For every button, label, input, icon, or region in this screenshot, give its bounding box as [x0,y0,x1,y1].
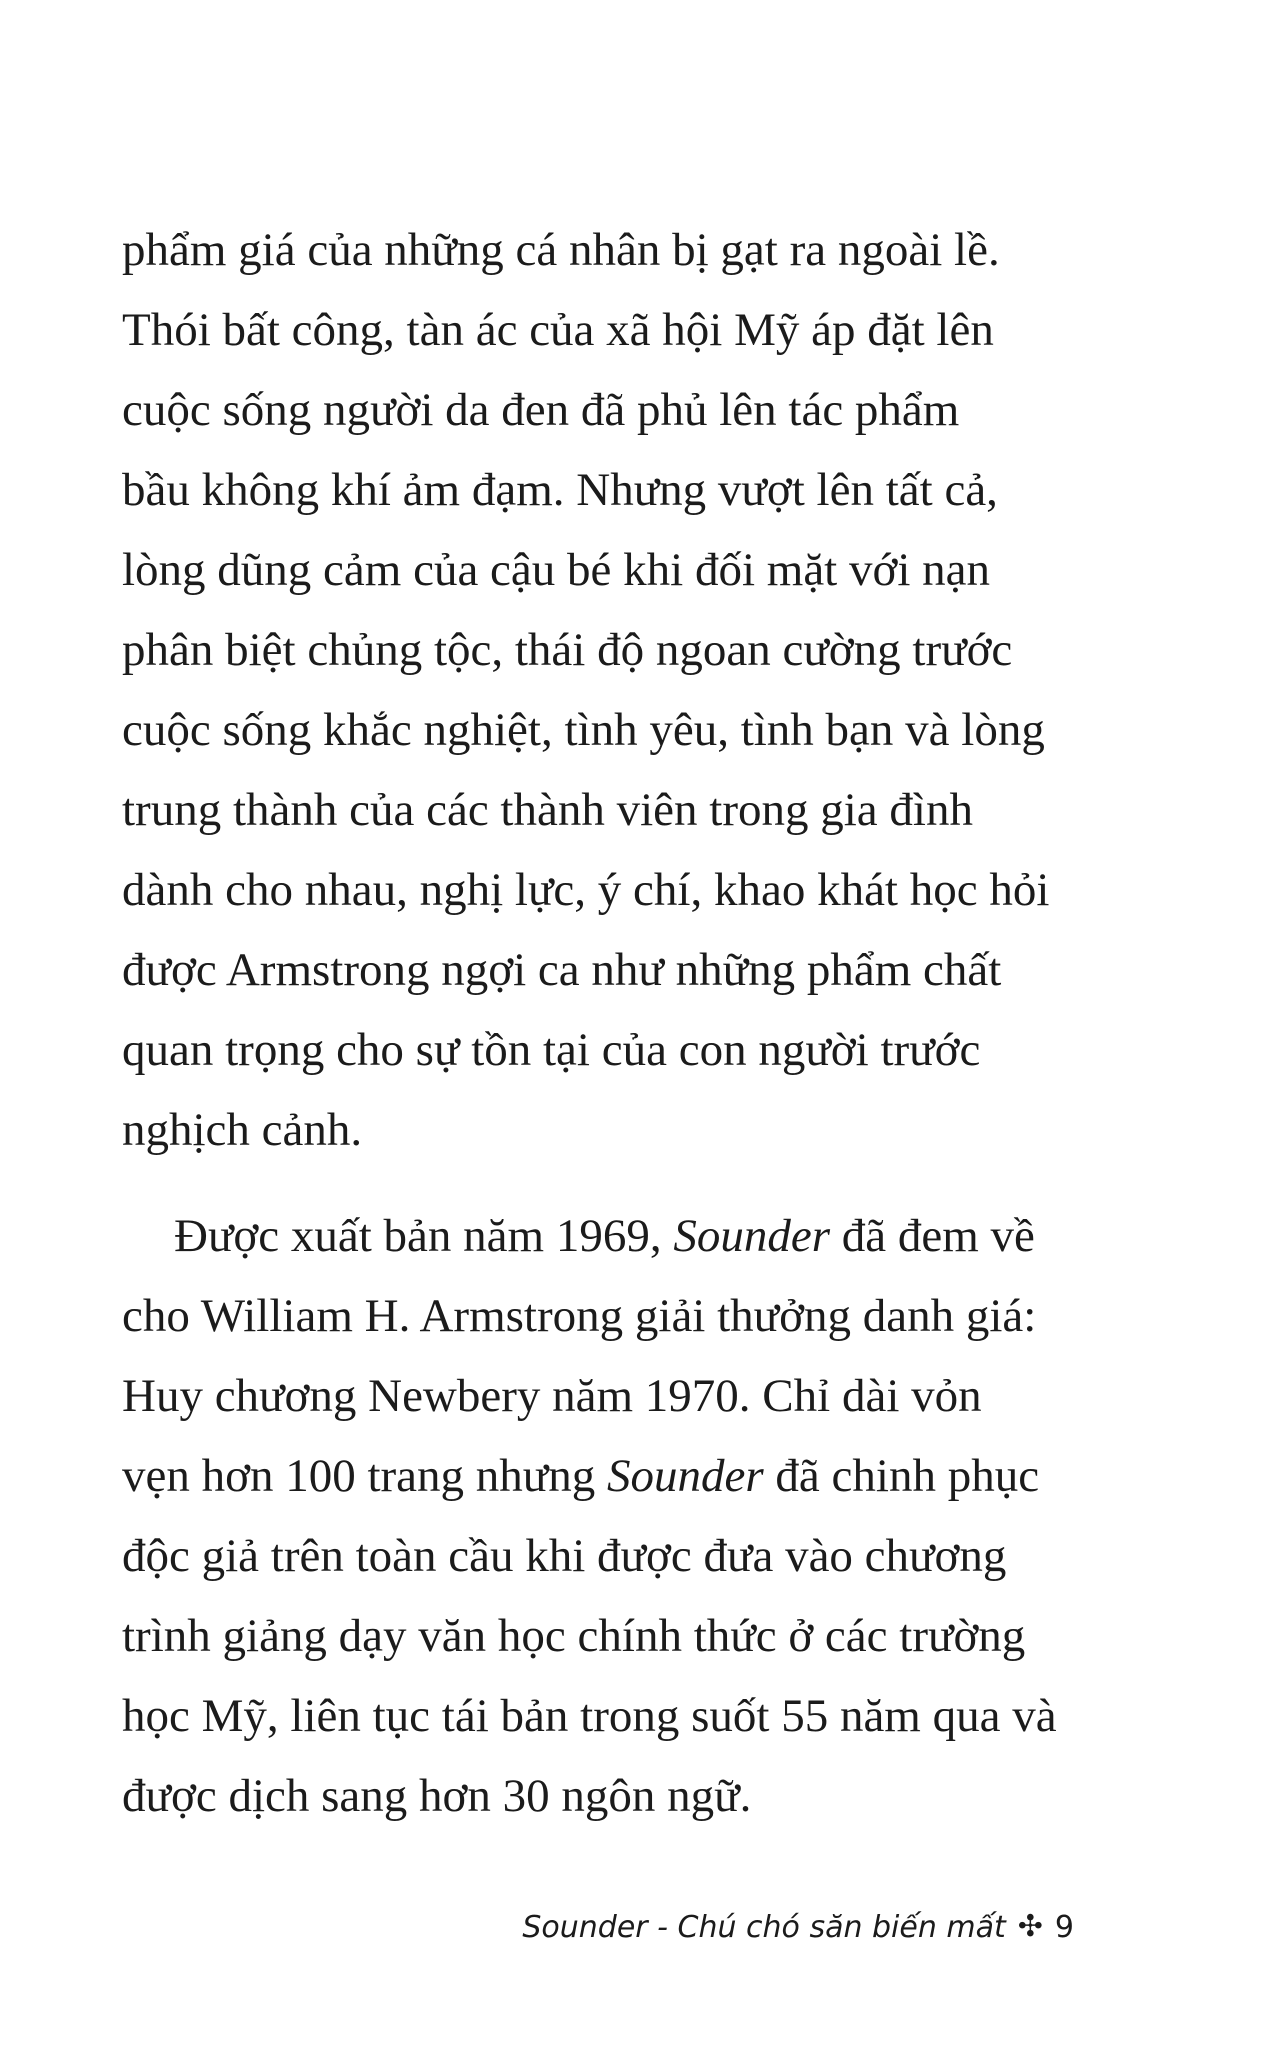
text-segment: Được xuất bản năm 1969, [174,1210,674,1262]
four-petal-ornament-icon: ✣ [1017,1909,1043,1944]
text-line: học Mỹ, liên tục tái bản trong suốt 55 năm qua và [122,1690,1057,1742]
text-line: nghịch cảnh. [122,1104,363,1156]
book-title-italic: Sounder [607,1450,764,1502]
text-line: cho William H. Armstrong giải thưởng danh giá: [122,1290,1037,1342]
text-line: phân biệt chủng tộc, thái độ ngoan cường trước [122,624,1013,676]
page-footer [522,1902,1074,1952]
text-line: dành cho nhau, nghị lực, ý chí, khao khát học hỏi [122,864,1050,916]
text-line [122,1436,1082,1516]
text-segment: vẹn hơn 100 trang nhưng [122,1450,608,1502]
text-line: lòng dũng cảm của cậu bé khi đối mặt với nạn [122,544,991,596]
text-segment: đã đem về [830,1210,1035,1262]
text-line: được dịch sang hơn 30 ngôn ngữ. [122,1770,752,1822]
text-line: cuộc sống khắc nghiệt, tình yêu, tình bạn và lòng [122,704,1045,756]
text-line: độc giả trên toàn cầu khi được đưa vào chương [122,1530,1007,1582]
text-line: quan trọng cho sự tồn tại của con người trước [122,1024,981,1076]
text-segment: đã chinh phục [763,1450,1040,1502]
running-title: Sounder - Chú chó săn biến mất [522,1909,1006,1945]
book-title-italic: Sounder [673,1210,830,1262]
body-text [122,210,1082,1836]
paragraph-1 [122,210,1082,1170]
text-line: trung thành của các thành viên trong gia đình [122,784,973,836]
text-line: Huy chương Newbery năm 1970. Chỉ dài vỏn [122,1370,982,1422]
text-line [122,1196,1082,1276]
page-number: 9 [1054,1909,1074,1945]
text-line: phẩm giá của những cá nhân bị gạt ra ngoài lề. [122,224,1000,276]
text-line: được Armstrong ngợi ca như những phẩm chất [122,944,1002,996]
text-line: trình giảng dạy văn học chính thức ở các trường [122,1610,1026,1662]
paragraph-2 [122,1196,1082,1836]
text-line: Thói bất công, tàn ác của xã hội Mỹ áp đặt lên [122,304,994,356]
text-line: bầu không khí ảm đạm. Nhưng vượt lên tất cả, [122,464,998,516]
text-line: cuộc sống người da đen đã phủ lên tác phẩm [122,384,960,436]
